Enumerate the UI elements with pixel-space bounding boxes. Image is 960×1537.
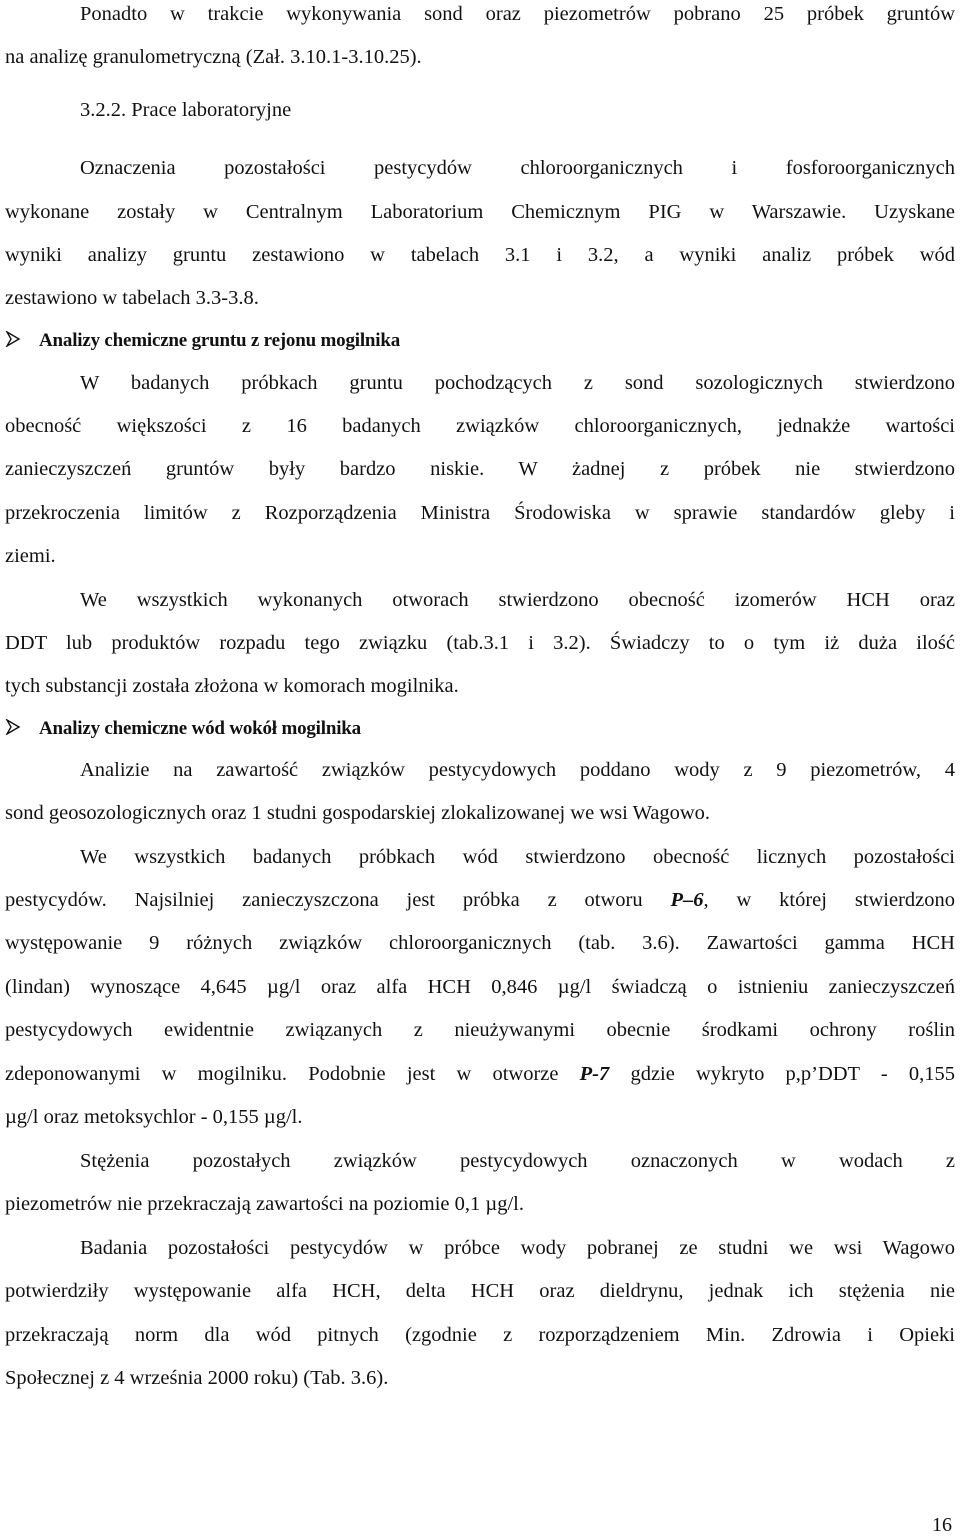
text-line: We wszystkich wykonanych otworach stwierdzono obecność izomerów HCH oraz	[80, 589, 955, 611]
text-line: przekraczają norm dla wód pitnych (zgodnie z rozporządzeniem Min. Zdrowia i Opieki	[5, 1324, 955, 1346]
bullet-heading	[5, 327, 955, 355]
text-span: gdzie wykryto p,p’DDT - 0,155	[630, 1063, 955, 1085]
text-line: sond geosozologicznych oraz 1 studni gospodarskiej zlokalizowanej we wsi Wagowo.	[5, 802, 711, 824]
bullet-text: Analizy chemiczne gruntu z rejonu mogilnika	[39, 330, 401, 351]
text-line: obecność większości z 16 badanych związków chloroorganicznych, jednakże wartości	[5, 415, 955, 437]
arrowhead-bullet-icon	[5, 719, 21, 735]
text-line: wyniki analizy gruntu zestawiono w tabelach 3.1 i 3.2, a wyniki analiz próbek wód	[5, 244, 955, 266]
text-line: ziemi.	[5, 545, 56, 567]
text-line: We wszystkich badanych próbkach wód stwierdzono obecność licznych pozostałości	[80, 846, 955, 868]
text-line: wykonane zostały w Centralnym Laboratorium Chemicznym PIG w Warszawie. Uzyskane	[5, 201, 955, 223]
text-line: Społecznej z 4 września 2000 roku) (Tab. 3.6).	[5, 1367, 389, 1389]
text-span: , w której stwierdzono	[703, 889, 955, 911]
text-line: przekroczenia limitów z Rozporządzenia Ministra Środowiska w sprawie standardów gleby i	[5, 502, 955, 524]
text-line: pestycydowych ewidentnie związanych z nieużywanymi obecnie środkami ochrony roślin	[5, 1019, 955, 1041]
text-line	[5, 1060, 955, 1088]
text-line: występowanie 9 różnych związków chloroorganicznych (tab. 3.6). Zawartości gamma HCH	[5, 932, 955, 954]
text-line	[5, 886, 955, 914]
text-line: Stężenia pozostałych związków pestycydowych oznaczonych w wodach z	[80, 1150, 955, 1172]
text-line: tych substancji została złożona w komorach mogilnika.	[5, 675, 459, 697]
text-line: zestawiono w tabelach 3.3-3.8.	[5, 287, 259, 309]
text-line: Oznaczenia pozostałości pestycydów chloroorganicznych i fosforoorganicznych	[80, 157, 955, 179]
bullet-text: Analizy chemiczne wód wokół mogilnika	[39, 718, 361, 739]
text-line: Ponadto w trakcie wykonywania sond oraz piezometrów pobrano 25 próbek gruntów	[80, 3, 955, 25]
text-line: DDT lub produktów rozpadu tego związku (tab.3.1 i 3.2). Świadczy to o tym iż duża ilość	[5, 632, 955, 654]
text-line: potwierdziły występowanie alfa HCH, delta HCH oraz dieldrynu, jednak ich stężenia nie	[5, 1280, 955, 1302]
borehole-label: P–6	[670, 889, 704, 911]
text-line: na analizę granulometryczną (Zał. 3.10.1-3.10.25).	[5, 46, 422, 68]
bullet-heading	[5, 715, 955, 743]
text-line: zanieczyszczeń gruntów były bardzo niskie. W żadnej z próbek nie stwierdzono	[5, 458, 955, 480]
text-span: zdeponowanymi w mogilniku. Podobnie jest w otworze	[5, 1063, 559, 1085]
arrowhead-bullet-icon	[5, 331, 21, 347]
text-line: (lindan) wynoszące 4,645 µg/l oraz alfa HCH 0,846 µg/l świadczą o istnieniu zanieczyszczeń	[5, 976, 955, 998]
text-line: Analizie na zawartość związków pestycydowych poddano wody z 9 piezometrów, 4	[80, 759, 955, 781]
text-line: Badania pozostałości pestycydów w próbce wody pobranej ze studni we wsi Wagowo	[80, 1237, 955, 1259]
text-line: W badanych próbkach gruntu pochodzących z sond sozologicznych stwierdzono	[80, 372, 955, 394]
text-line: µg/l oraz metoksychlor - 0,155 µg/l.	[5, 1106, 303, 1128]
text-span: pestycydów. Najsilniej zanieczyszczona jest próbka z otworu	[5, 889, 643, 911]
borehole-label: P-7	[579, 1063, 610, 1085]
page-number: 16	[932, 1514, 952, 1536]
text-line: piezometrów nie przekraczają zawartości na poziomie 0,1 µg/l.	[5, 1193, 524, 1215]
section-heading: 3.2.2. Prace laboratoryjne	[80, 99, 292, 121]
